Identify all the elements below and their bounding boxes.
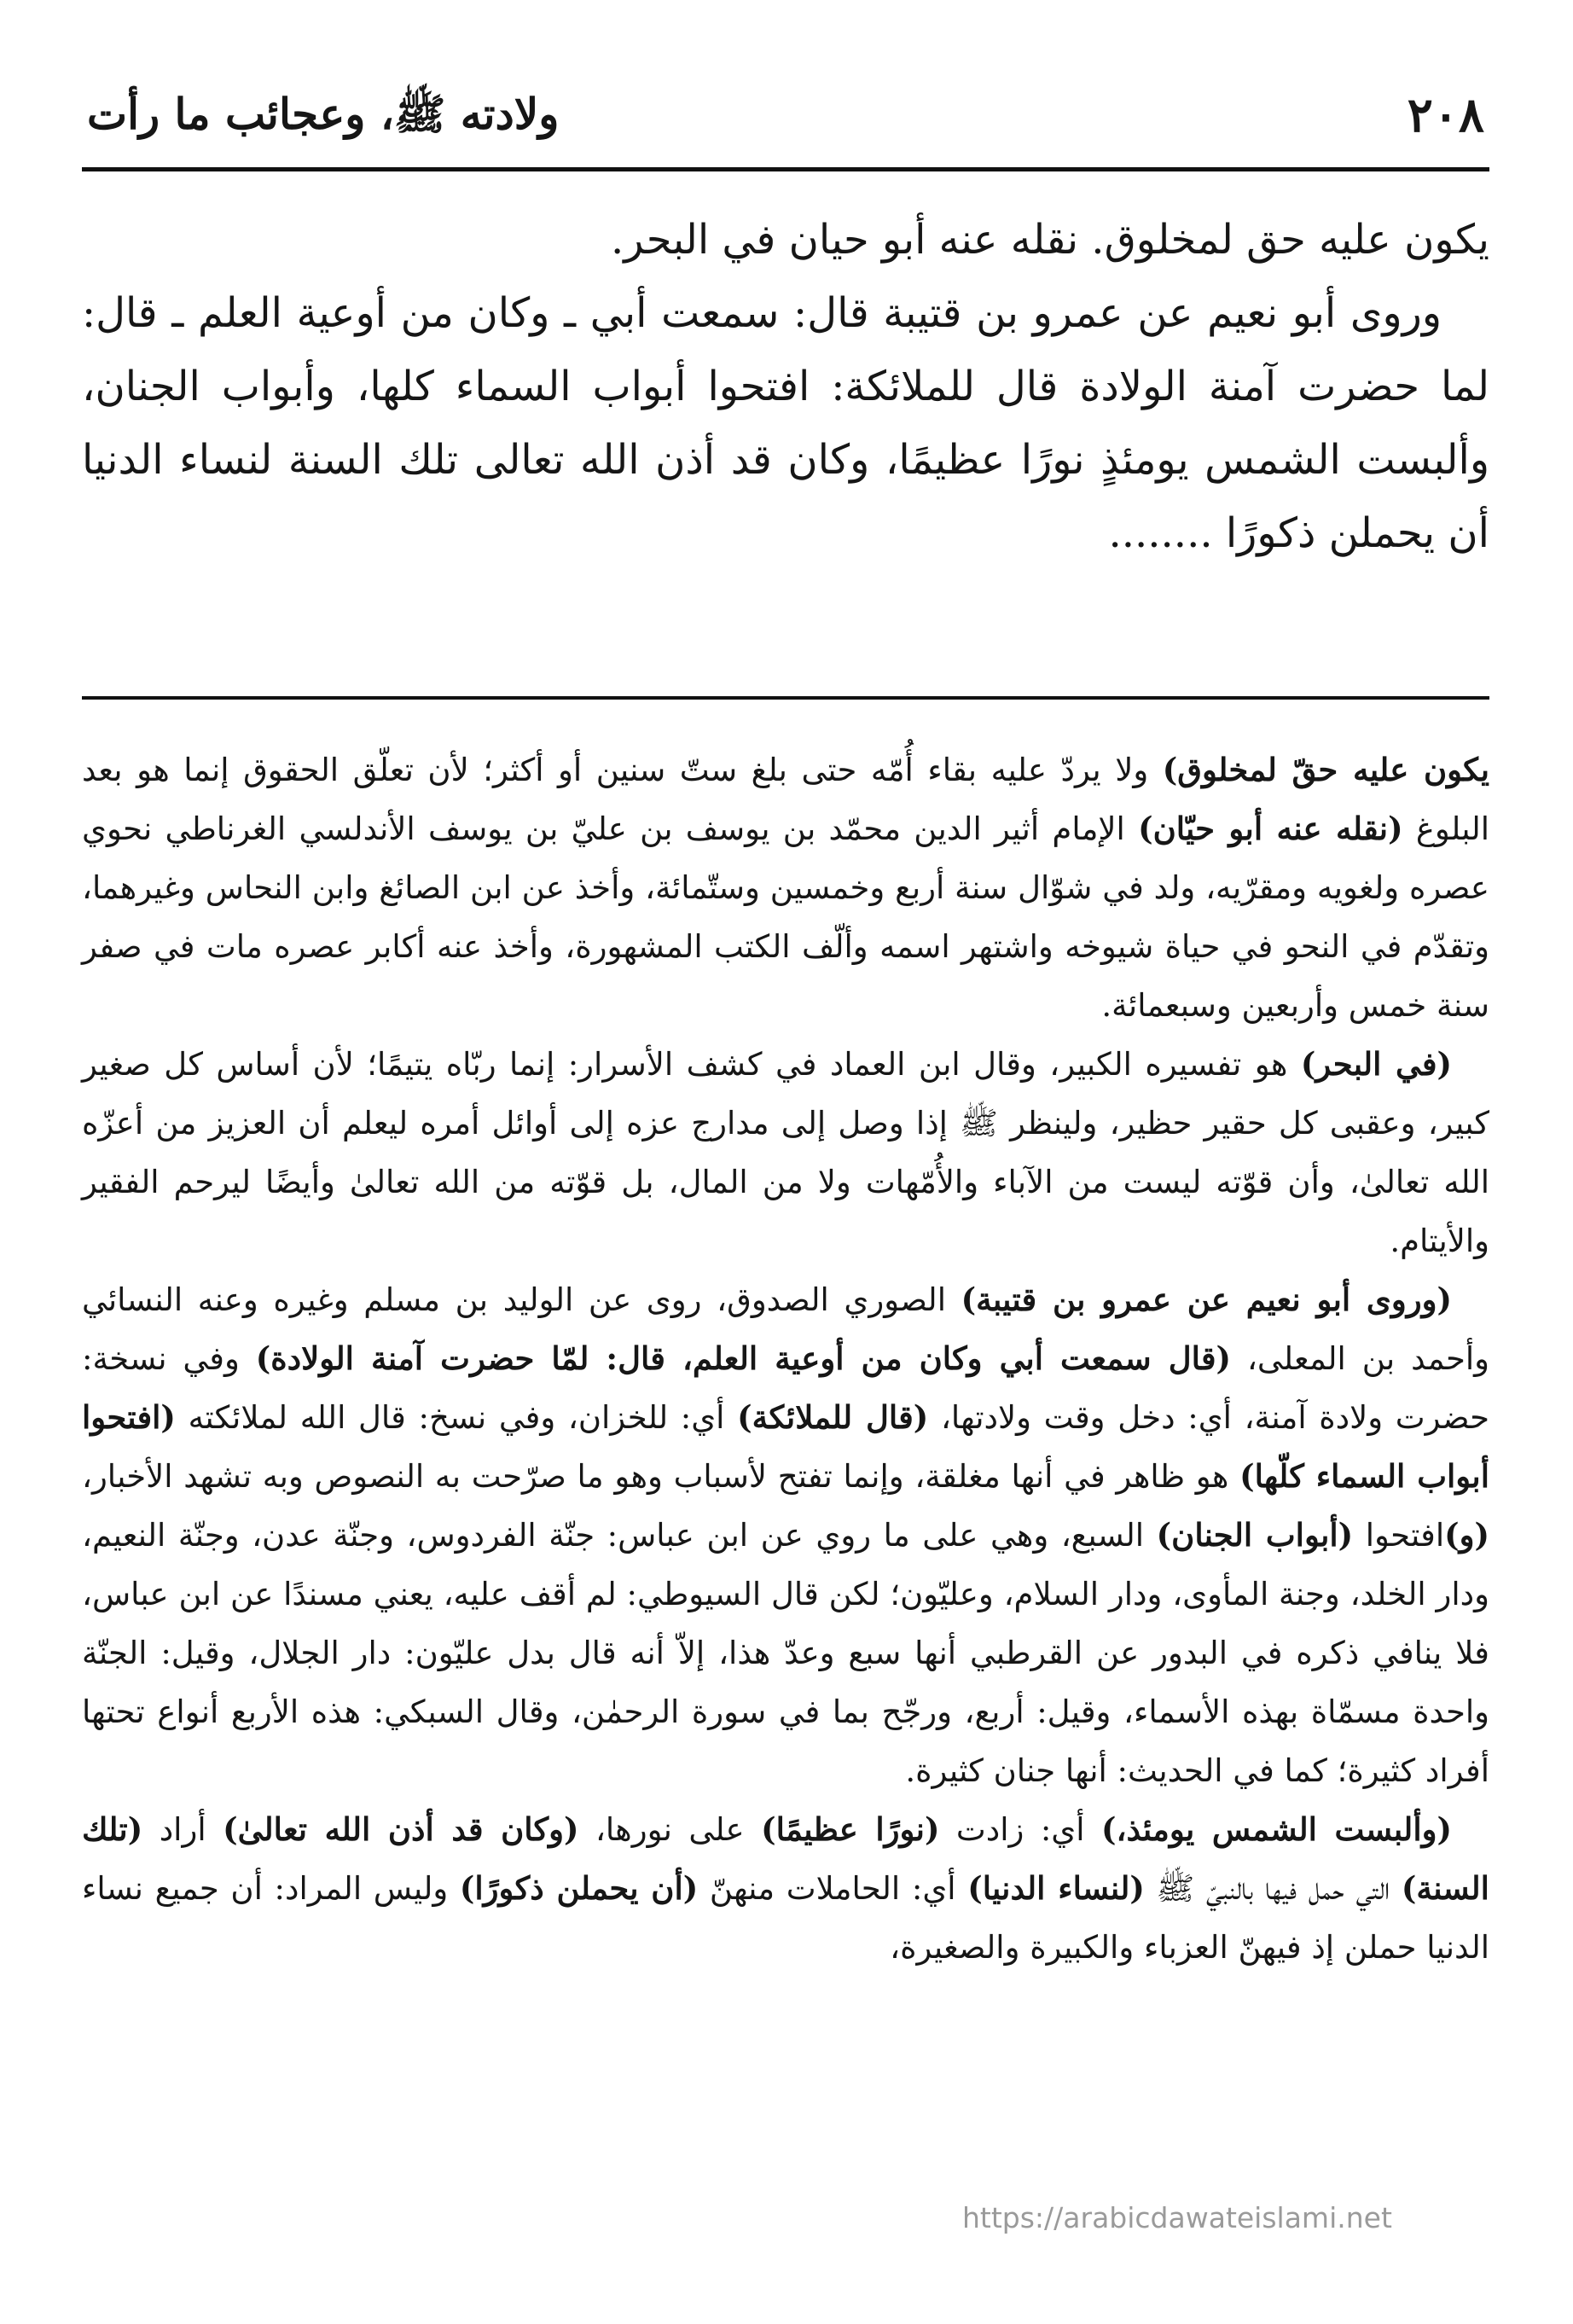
commentary-text: افتحوا <box>1353 1517 1445 1554</box>
page-number: ٢٠٨ <box>1407 87 1484 143</box>
commentary-text: أراد <box>142 1811 223 1848</box>
commentary-text: السبع، وهي على ما روي عن ابن عباس: جنّة الفردوس، وجنّة عدن، وجنّة النعيم، ودار الخلد، وجنة المأوى، ودار السلام، وعليّون؛ لكن قال السيوطي: لم أقف عليه، يعني مسندًا عن ابن عباس، فلا ينافي ذكره في البدور عن القرطبي أنها سبع وعدّ هذا، إلاّ أنه قال بدل عليّون: دار الجلال، وقيل: الجنّة واحدة مسمّاة بهذه الأسماء، وقيل: أربع، ورجّح بما في سورة الرحمٰن، وقال السبكي: هذه الأربع أنواع تحتها أفراد كثيرة؛ كما في الحديث: أنها جنان كثيرة. <box>82 1517 1489 1789</box>
commentary-text: ولا يردّ عليه بقاء أُمّه حتى بلغ ستّ سنين أو أكثر؛ لأن تعلّق الحقوق إنما هو بعد البلوغ <box>82 752 1490 847</box>
quoted-phrase: (في البحر) <box>1300 1045 1453 1083</box>
quoted-phrase: يكون عليه حقّ لمخلوق) <box>1162 751 1489 788</box>
commentary-text: على نورها، <box>578 1811 762 1848</box>
text-commentary-separator <box>82 696 1489 700</box>
commentary-text: أي: للخزان، وفي نسخ: قال الله لملائكته <box>175 1399 738 1436</box>
quoted-phrase: (تلك السنة) <box>82 1810 1489 1907</box>
page-header <box>82 77 1489 177</box>
commentary-paragraph-1 <box>82 741 1489 1035</box>
main-text <box>82 203 1489 570</box>
commentary-text: هو ظاهر في أنها مغلقة، وإنما تفتح لأسباب وهو ما صرّحت به النصوص وبه تشهد الأخبار، <box>82 1458 1240 1495</box>
quoted-phrase: (و) <box>1444 1516 1490 1554</box>
document-page <box>82 77 1489 2261</box>
commentary <box>82 741 1489 1977</box>
main-paragraph-1: يكون عليه حق لمخلوق. نقله عنه أبو حيان في البحر. <box>610 216 1489 264</box>
quoted-phrase: (وروى أبو نعيم عن عمرو بن قتيبة) <box>961 1281 1452 1318</box>
header-rule <box>82 167 1489 171</box>
commentary-paragraph-4 <box>82 1800 1489 1977</box>
quoted-phrase: (قال سمعت أبي وكان من أوعية العلم، قال: لمّا حضرت آمنة الولادة) <box>255 1339 1232 1377</box>
main-paragraph-2: وروى أبو نعيم عن عمرو بن قتيبة قال: سمعت أبي ـ وكان من أوعية العلم ـ قال: لما حضرت آمنة الولادة قال للملائكة: افتحوا أبواب السماء كلها، وأبواب الجنان، وألبست الشمس يومئذٍ نورًا عظيمًا، وكان قد أذن الله تعالى تلك السنة لنساء الدنيا أن يحملن ذكورًا ........ <box>82 289 1489 557</box>
quoted-phrase: (وألبست الشمس يومئذ،) <box>1101 1810 1452 1848</box>
commentary-text: أي: الحاملات منهنّ <box>698 1870 968 1907</box>
quoted-phrase: (افتحوا أبواب السماء كلّها) <box>82 1398 1489 1495</box>
quoted-phrase: (نورًا عظيمًا) <box>761 1810 940 1848</box>
quoted-phrase: (لنساء الدنيا) <box>967 1869 1145 1907</box>
commentary-text: وفي نسخة: حضرت ولادة آمنة، أي: دخل وقت ولادتها، <box>82 1340 1489 1436</box>
running-title: ولادته ﷺ، وعجائب ما رأت <box>87 89 560 139</box>
commentary-text: أي: زادت <box>939 1811 1101 1848</box>
quoted-phrase: (أن يحملن ذكورًا) <box>459 1869 699 1907</box>
commentary-paragraph-3 <box>82 1270 1489 1800</box>
quoted-phrase: (قال للملائكة) <box>737 1398 929 1436</box>
commentary-text: التي حمل فيها بالنبيّ ﷺ <box>1144 1870 1402 1907</box>
commentary-text: الإمام أثير الدين محمّد بن يوسف بن عليّ بن يوسف الأندلسي الغرناطي نحوي عصره ولغويه ومقرّيه، ولد في شوّال سنة أربع وخمسين وستّمائة، وأخذ عن ابن الصائغ وابن النحاس وغيرهما، وتقدّم في النحو في حياة شيوخه واشتهر اسمه وألّف الكتب المشهورة، وأخذ عنه أكابر عصره مات في صفر سنة خمس وأربعين وسبعمائة. <box>82 810 1489 1024</box>
quoted-phrase: (أبواب الجنان) <box>1156 1516 1354 1554</box>
watermark-url: https://arabicdawateislami.net <box>962 2201 1392 2234</box>
quoted-phrase: (وكان قد أذن الله تعالىٰ) <box>223 1810 579 1848</box>
commentary-text: هو تفسيره الكبير، وقال ابن العماد في كشف الأسرار: إنما ربّاه يتيمًا؛ لأن أساس كل صغير كبير، وعقبى كل حقير حظير، ولينظر ﷺ إذا وصل إلى مدارج عزه إلى أوائل أمره ليعلم أن العزيز من أعزّه الله تعالىٰ، وأن قوّته ليست من الآباء والأُمّهات ولا من المال، بل قوّته من الله تعالىٰ وأيضًا ليرحم الفقير والأيتام. <box>82 1046 1489 1259</box>
commentary-text: وليس المراد: أن جميع نساء الدنيا حملن إذ فيهنّ العزباء والكبيرة والصغيرة، <box>82 1870 1489 1966</box>
commentary-text: الصوري الصدوق، روى عن الوليد بن مسلم وغيره وعنه النسائي وأحمد بن المعلى، <box>82 1281 1489 1377</box>
quoted-phrase: (نقله عنه أبو حيّان) <box>1138 810 1403 847</box>
commentary-paragraph-2 <box>82 1035 1489 1270</box>
